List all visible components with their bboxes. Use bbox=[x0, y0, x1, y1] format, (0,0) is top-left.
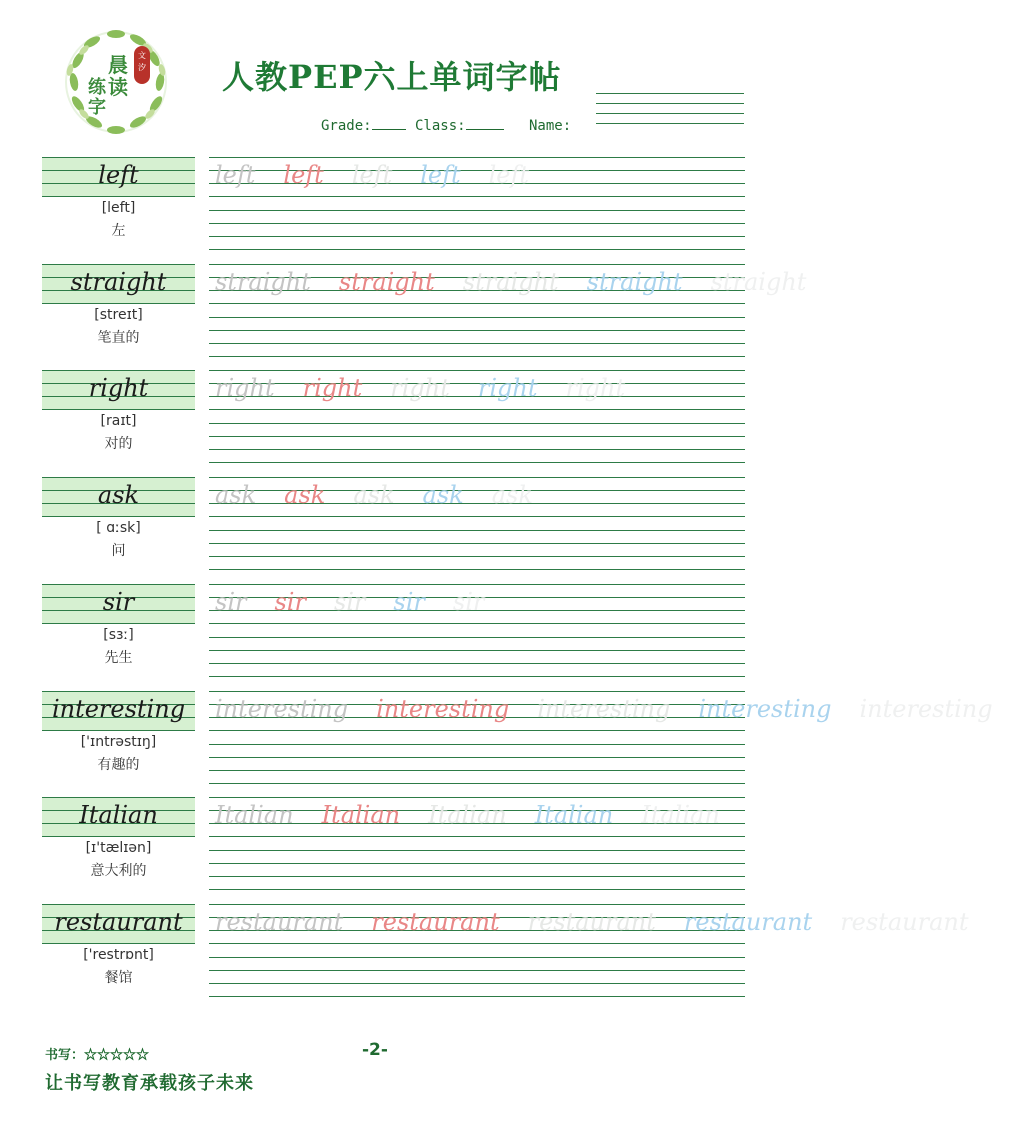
name-label: Name: bbox=[529, 118, 572, 134]
word-block bbox=[42, 264, 807, 368]
slogan: 让书写教育承载孩子未来 bbox=[45, 1073, 254, 1094]
meaning: 问 bbox=[111, 543, 126, 559]
trace-row bbox=[215, 264, 807, 302]
practice-line bbox=[209, 196, 745, 197]
practice-area[interactable] bbox=[209, 904, 969, 1044]
word-card bbox=[42, 370, 195, 453]
four-line-guide bbox=[42, 370, 195, 410]
trace-word: restaurant bbox=[371, 908, 500, 936]
trace-word: left bbox=[488, 161, 530, 189]
meaning: 有趣的 bbox=[97, 757, 140, 773]
guide-line bbox=[42, 409, 195, 410]
phonetic: [raɪt] bbox=[100, 413, 137, 429]
trace-word: interesting bbox=[698, 695, 832, 723]
word-card bbox=[42, 691, 195, 774]
practice-line bbox=[209, 957, 745, 958]
trace-word: interesting bbox=[215, 695, 349, 723]
trace-word: left bbox=[283, 161, 324, 189]
guide-line bbox=[42, 196, 195, 197]
guide-line bbox=[42, 303, 195, 304]
trace-word: Italian bbox=[534, 801, 614, 829]
trace-word: Italian bbox=[428, 801, 507, 829]
name-write-lines bbox=[596, 93, 744, 135]
word-card bbox=[42, 797, 195, 880]
practice-line bbox=[209, 236, 745, 237]
word-block bbox=[42, 370, 745, 474]
practice-line bbox=[209, 303, 745, 304]
trace-row bbox=[215, 584, 745, 622]
practice-line bbox=[209, 676, 745, 677]
phonetic: [ ɑːsk] bbox=[96, 520, 141, 536]
word-card bbox=[42, 477, 195, 560]
trace-word: ask bbox=[215, 481, 257, 509]
meaning: 左 bbox=[111, 223, 126, 239]
trace-word: right bbox=[477, 374, 538, 402]
practice-line bbox=[209, 423, 745, 424]
guide-line bbox=[42, 943, 195, 944]
trace-word: restaurant bbox=[683, 908, 813, 936]
practice-line bbox=[209, 436, 745, 437]
vocab-word: Italian bbox=[79, 801, 158, 829]
practice-line bbox=[209, 637, 745, 638]
trace-word: straight bbox=[462, 268, 559, 296]
trace-word: right bbox=[215, 374, 275, 402]
guide-line bbox=[42, 516, 195, 517]
practice-line bbox=[209, 317, 745, 318]
practice-line bbox=[209, 210, 745, 211]
class-field bbox=[415, 118, 504, 134]
writing-rating: 书写：☆☆☆☆☆ bbox=[45, 1048, 150, 1063]
trace-word: ask bbox=[491, 481, 533, 509]
practice-line bbox=[209, 783, 745, 784]
practice-line bbox=[209, 516, 745, 517]
practice-line bbox=[209, 409, 745, 410]
phonetic: [streɪt] bbox=[94, 307, 143, 323]
guide-line bbox=[42, 836, 195, 837]
trace-word: right bbox=[565, 374, 626, 402]
four-line-guide bbox=[42, 477, 195, 517]
phonetic: ['restrɒnt] bbox=[83, 947, 154, 963]
practice-line bbox=[209, 663, 745, 664]
four-line-guide bbox=[42, 157, 195, 197]
practice-line bbox=[209, 744, 745, 745]
trace-word: sir bbox=[274, 588, 306, 616]
four-line-guide bbox=[42, 691, 195, 731]
practice-line bbox=[209, 730, 745, 731]
trace-word: restaurant bbox=[527, 908, 656, 936]
meaning: 笔直的 bbox=[97, 330, 140, 346]
trace-word: sir bbox=[452, 588, 485, 616]
practice-line bbox=[209, 850, 745, 851]
practice-line bbox=[209, 223, 745, 224]
trace-word: left bbox=[215, 161, 256, 189]
trace-row bbox=[215, 797, 745, 835]
trace-word: straight bbox=[710, 268, 807, 296]
trace-word: right bbox=[390, 374, 450, 402]
logo bbox=[58, 26, 178, 138]
practice-line bbox=[209, 650, 745, 651]
page-title: 人教PEP六上单词字帖 bbox=[222, 58, 562, 96]
page-number: -2- bbox=[362, 1040, 388, 1060]
practice-line bbox=[209, 996, 745, 997]
grade-label: Grade: bbox=[321, 118, 372, 134]
vocab-word: right bbox=[88, 374, 149, 402]
four-line-guide bbox=[42, 264, 195, 304]
grade-field bbox=[321, 118, 406, 134]
guide-line bbox=[42, 730, 195, 731]
class-blank[interactable] bbox=[466, 129, 504, 130]
trace-word: sir bbox=[393, 588, 425, 616]
trace-word: sir bbox=[215, 588, 247, 616]
trace-word: left bbox=[420, 161, 461, 189]
trace-word: ask bbox=[284, 481, 326, 509]
trace-word: ask bbox=[353, 481, 395, 509]
practice-line bbox=[209, 356, 745, 357]
practice-line bbox=[209, 770, 745, 771]
trace-row bbox=[215, 691, 993, 729]
practice-line bbox=[209, 863, 745, 864]
word-block bbox=[42, 691, 993, 795]
vocab-word: left bbox=[98, 161, 139, 189]
trace-word: interesting bbox=[859, 695, 993, 723]
trace-row bbox=[215, 477, 745, 515]
trace-word: left bbox=[351, 161, 393, 189]
word-block bbox=[42, 477, 745, 581]
practice-line bbox=[209, 449, 745, 450]
trace-word: straight bbox=[215, 268, 311, 296]
phonetic: [left] bbox=[101, 200, 136, 216]
practice-line bbox=[209, 876, 745, 877]
trace-word: Italian bbox=[215, 801, 294, 829]
word-card bbox=[42, 157, 195, 240]
practice-line bbox=[209, 530, 745, 531]
word-block bbox=[42, 157, 745, 261]
grade-blank[interactable] bbox=[372, 129, 406, 130]
trace-word: restaurant bbox=[215, 908, 344, 936]
logo-text-left: 练字 bbox=[88, 77, 106, 118]
four-line-guide bbox=[42, 904, 195, 944]
practice-line bbox=[209, 249, 745, 250]
word-block bbox=[42, 904, 969, 1008]
phonetic: ['ɪntrəstɪŋ] bbox=[80, 734, 157, 750]
logo-text-right: 晨读 bbox=[108, 53, 128, 99]
practice-line bbox=[209, 330, 745, 331]
guide-line bbox=[42, 623, 195, 624]
trace-row bbox=[215, 157, 745, 195]
trace-row bbox=[215, 904, 969, 942]
trace-row bbox=[215, 370, 745, 408]
meaning: 对的 bbox=[104, 436, 133, 452]
word-card bbox=[42, 584, 195, 667]
trace-word: interesting bbox=[537, 695, 671, 723]
practice-line bbox=[209, 462, 745, 463]
logo-badge: 文汐 bbox=[138, 51, 146, 72]
vocab-word: interesting bbox=[51, 695, 186, 723]
trace-word: right bbox=[302, 374, 363, 402]
phonetic: [ɪ'tælɪən] bbox=[85, 840, 152, 856]
class-label: Class: bbox=[415, 118, 466, 134]
practice-line bbox=[209, 569, 745, 570]
vocab-word: ask bbox=[97, 481, 140, 509]
practice-line bbox=[209, 757, 745, 758]
meaning: 餐馆 bbox=[104, 970, 133, 986]
meaning: 先生 bbox=[104, 650, 133, 666]
trace-word: straight bbox=[586, 268, 683, 296]
four-line-guide bbox=[42, 584, 195, 624]
practice-line bbox=[209, 983, 745, 984]
vocab-word: straight bbox=[70, 268, 167, 296]
phonetic: [sɜː] bbox=[103, 627, 134, 643]
trace-word: Italian bbox=[641, 801, 720, 829]
practice-line bbox=[209, 970, 745, 971]
vocab-word: sir bbox=[102, 588, 135, 616]
word-card bbox=[42, 904, 195, 987]
meaning: 意大利的 bbox=[90, 863, 147, 879]
trace-word: restaurant bbox=[840, 908, 969, 936]
trace-word: interesting bbox=[376, 695, 510, 723]
practice-line bbox=[209, 943, 745, 944]
name-field bbox=[529, 118, 571, 134]
practice-line bbox=[209, 343, 745, 344]
trace-word: Italian bbox=[321, 801, 401, 829]
word-block bbox=[42, 584, 745, 688]
trace-word: ask bbox=[422, 481, 464, 509]
practice-line bbox=[209, 543, 745, 544]
word-card bbox=[42, 264, 195, 347]
trace-word: sir bbox=[333, 588, 366, 616]
practice-line bbox=[209, 556, 745, 557]
vocab-word: restaurant bbox=[54, 908, 183, 936]
trace-word: straight bbox=[338, 268, 435, 296]
practice-line bbox=[209, 623, 745, 624]
practice-line bbox=[209, 836, 745, 837]
practice-line bbox=[209, 889, 745, 890]
word-block bbox=[42, 797, 745, 901]
four-line-guide bbox=[42, 797, 195, 837]
